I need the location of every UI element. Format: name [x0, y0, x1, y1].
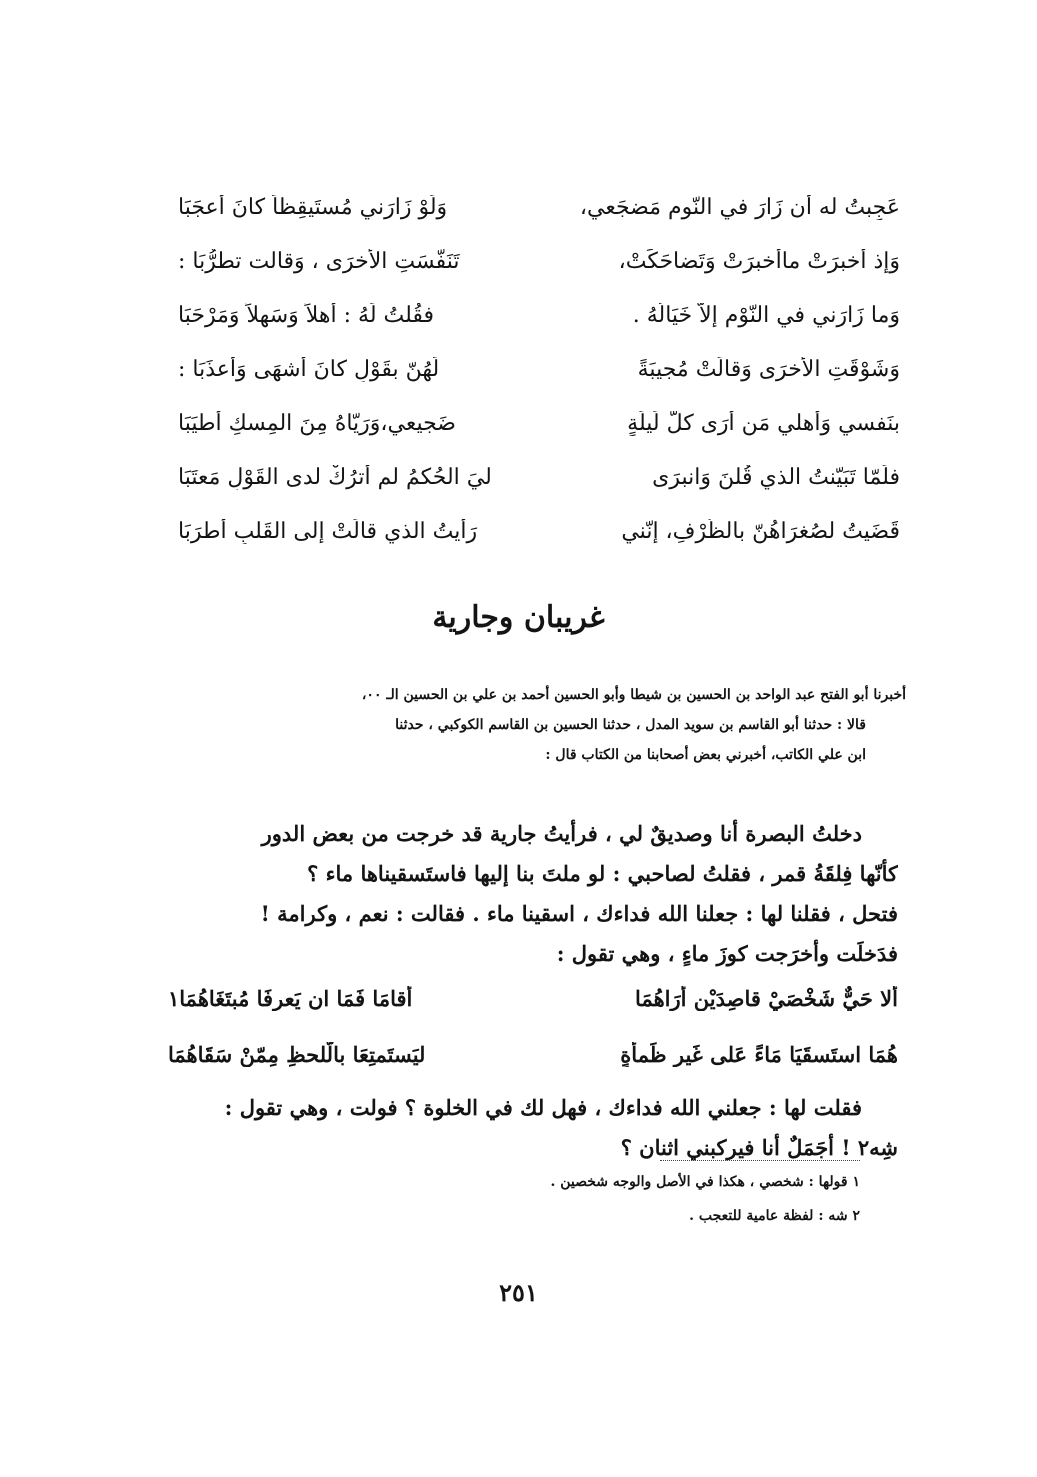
- narrative-paragraph: [168, 1088, 898, 1168]
- poem-couplet: [178, 450, 900, 504]
- paragraph-line: شِه٢ ! أجَمَلٌ أنا فيركبني اثنان ؟: [620, 1135, 898, 1160]
- poem-couplet: [178, 396, 900, 450]
- hemistich-first: فلَمّا تَبَيّنتُ الذي قُلنَ وَانبرَى: [652, 464, 900, 490]
- poem-couplet: [168, 1026, 898, 1082]
- hemistich-first: وَشَوْقَتِ الأخرَى وَقالَتْ مُجيبَةً: [637, 356, 900, 382]
- hemistich-first: عَجِبتُ له أن زَارَ في النّومِ مَضجَعي،: [579, 194, 900, 220]
- hemistich-second: لَهُنّ بقَوْلٍ كانَ أشهَى وَأعذَبَا :: [178, 356, 440, 382]
- page-number: ٢٥١: [499, 1278, 538, 1307]
- footnote: ١ قولها : شخصي ، هكذا في الأصل والوجه شخصين .: [550, 1174, 860, 1190]
- narrative-paragraph: [168, 814, 898, 974]
- hemistich-first: وَإذ أخبرَتْ ماأخبرَتْ وَتَضاحَكَتْ،: [618, 248, 900, 274]
- hemistich-second: ضَجيعي،وَرَيّاهُ مِنَ المِسكِ أطيَبَا: [178, 410, 456, 436]
- poem-couplet: [178, 504, 900, 558]
- second-poem-block: [168, 970, 898, 1082]
- hemistich-second: ليَ الحُكمُ لم أترُكْ لدى القَوْلِ مَعتَبَا: [178, 464, 492, 490]
- hemistich-second: وَلَوْ زَارَني مُستَيقِظاً كانَ أعجَبَا: [178, 194, 448, 220]
- poem-couplet: [178, 342, 900, 396]
- hemistich-second: فقُلتُ لَهُ : أهلاً وَسَهلاً وَمَرْحَبَا: [178, 302, 435, 328]
- hemistich-first: بنَفسي وَأهلي مَن أرَى كلّ لَيلَةٍ: [627, 410, 900, 436]
- hemistich-second: رَأيتُ الذي قالَتْ إلى القَلبِ أطرَبَا: [178, 518, 478, 544]
- hemistich-second: تَنَفّسَتِ الأخرَى ، وَقالت تطرُّبَا :: [178, 248, 460, 274]
- section-title: غريبان وجارية: [432, 600, 605, 635]
- footnote-divider: [660, 1160, 860, 1161]
- poem-couplet: [178, 234, 900, 288]
- hemistich-first: وَما زَارَني في النّوْمِ إلاّ خَيَالُهُ .: [632, 302, 900, 328]
- hemistich-second: ليَستَمتِعَا بالّلحظِ مِمّنْ سَقَاهُمَا: [168, 1041, 426, 1067]
- hemistich-first: قَضَيتُ لصُغرَاهُنّ بالظّرْفِ، إنّني: [621, 518, 900, 544]
- hemistich-first: هُمَا استَسقَيَا مَاءً عَلى غَيرِ ظَمأةٍ: [620, 1041, 898, 1067]
- isnad-chain: [186, 680, 906, 770]
- isnad-line: قالا : حدثنا أبو القاسم بن سويد المدل ، حدثنا الحسين بن القاسم الكوكبي ، حدثنا: [395, 717, 866, 733]
- paragraph-line: كأنّها فِلقَةُ قمر ، فقلتُ لصاحبي : لو ملتَ بنا إليها فاستَسقيناها ماء ؟: [307, 861, 898, 886]
- paragraph-line: فتحل ، فقلنا لها : جعلنا الله فداءك ، اسقينا ماء . فقالت : نعم ، وكرامة !: [260, 901, 898, 926]
- hemistich-second: أقامَا فَمَا ان يَعرِفَا مُبتَغَاهُمَا١: [168, 985, 413, 1011]
- paragraph-line: فقلت لها : جعلني الله فداءك ، فهل لك في الخلوة ؟ فولت ، وهي تقول :: [224, 1095, 862, 1120]
- isnad-line: ابن علي الكاتب، أخبرني بعض أصحابنا من الكتاب قال :: [545, 747, 866, 763]
- paragraph-line: فدَخلَت وأخرَجت كوزَ ماءٍ ، وهي تقول :: [556, 941, 898, 966]
- poem-block: [178, 180, 900, 558]
- poem-couplet: [168, 970, 898, 1026]
- footnotes: [430, 1160, 860, 1233]
- paragraph-line: دخلتُ البصرة أنا وصديقٌ لي ، فرأيتُ جارية قد خرجت من بعض الدور: [261, 821, 862, 846]
- isnad-line: أخبرنا أبو الفتح عبد الواحد بن الحسين بن شيطا وأبو الحسين أحمد بن علي بن الحسين الـ ٠٠،: [361, 687, 906, 703]
- hemistich-first: ألا حَيٌّ شَخْصَيْ قاصِدَيْنِ أرَاهُمَا: [635, 985, 898, 1011]
- poem-couplet: [178, 288, 900, 342]
- footnote: ٢ شه : لفظة عامية للتعجب .: [689, 1208, 860, 1224]
- poem-couplet: [178, 180, 900, 234]
